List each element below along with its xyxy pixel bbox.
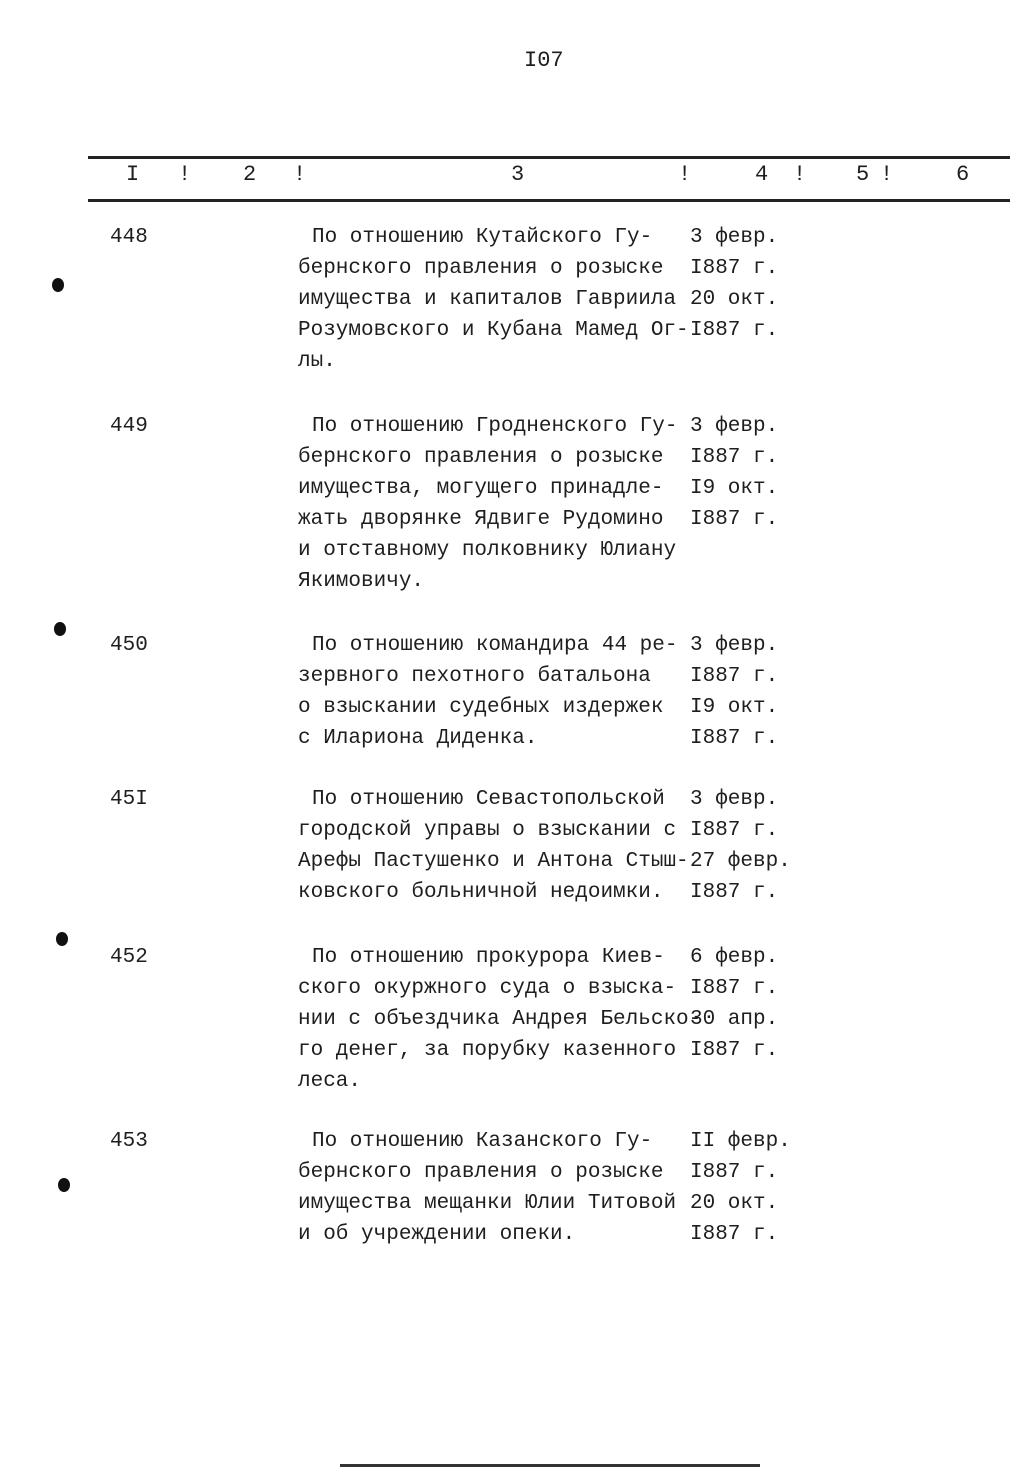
- entry-text: ковского больничной недоимки.: [298, 881, 664, 904]
- entry-date: I887 г.: [690, 1223, 779, 1246]
- entry-text: имущества, могущего принадле-: [298, 477, 664, 500]
- entry-number: 453: [110, 1130, 148, 1153]
- punch-hole: [56, 932, 68, 946]
- entry-text: По отношению Казанского Гу-: [312, 1130, 653, 1153]
- entry-text: Арефы Пастушенко и Антона Стыш-: [298, 850, 689, 873]
- page-number: I07: [524, 48, 564, 73]
- entry-date: 3 февр.: [690, 226, 779, 249]
- entry-text: жать дворянке Ядвиге Рудомино: [298, 508, 664, 531]
- col-separator: !: [793, 162, 807, 187]
- entry-text: и об учреждении опеки.: [298, 1223, 576, 1246]
- entry-text: По отношению Севастопольской: [312, 788, 665, 811]
- entry-date: 20 окт.: [690, 1192, 779, 1215]
- col-4-label: 4: [755, 162, 769, 187]
- entry-date: I9 окт.: [690, 477, 779, 500]
- entry-date: I887 г.: [690, 819, 779, 842]
- entry-text: бернского правления о розыске: [298, 257, 664, 280]
- entry-date: I887 г.: [690, 508, 779, 531]
- entry-text: бернского правления о розыске: [298, 446, 664, 469]
- entry-date: 6 февр.: [690, 946, 779, 969]
- entry-date: 20 окт.: [690, 288, 779, 311]
- col-6-label: 6: [956, 162, 970, 187]
- entry-text: с Илариона Диденка.: [298, 727, 538, 750]
- entry-text: ского окуржного суда о взыска-: [298, 977, 677, 1000]
- entry-date: I887 г.: [690, 1039, 779, 1062]
- entry-text: о взыскании судебных издержек: [298, 696, 664, 719]
- entry-date: I887 г.: [690, 1161, 779, 1184]
- bottom-rule: [340, 1464, 760, 1467]
- entry-text: По отношению Гродненского Гу-: [312, 415, 678, 438]
- entry-text: зервного пехотного батальона: [298, 665, 651, 688]
- punch-hole: [58, 1178, 70, 1192]
- entry-number: 448: [110, 226, 148, 249]
- entry-date: 3 февр.: [690, 634, 779, 657]
- entry-text: леса.: [298, 1070, 362, 1093]
- entry-number: 45I: [110, 788, 148, 811]
- entry-text: Розумовского и Кубана Мамед Ог-: [298, 319, 689, 342]
- entry-text: и отставному полковнику Юлиану: [298, 539, 677, 562]
- col-1-label: I: [126, 162, 140, 187]
- entry-date: I887 г.: [690, 446, 779, 469]
- header-top-rule: [88, 156, 1010, 159]
- entry-text: го денег, за порубку казенного: [298, 1039, 677, 1062]
- entry-text: имущества мещанки Юлии Титовой: [298, 1192, 677, 1215]
- entry-date: I887 г.: [690, 977, 779, 1000]
- entry-text: имущества и капиталов Гавриила: [298, 288, 677, 311]
- entry-number: 449: [110, 415, 148, 438]
- punch-hole: [54, 622, 66, 636]
- col-3-label: 3: [511, 162, 525, 187]
- entry-date: I887 г.: [690, 665, 779, 688]
- entry-text: бернского правления о розыске: [298, 1161, 664, 1184]
- entry-date: I887 г.: [690, 727, 779, 750]
- entry-date: 30 апр.: [690, 1008, 779, 1031]
- col-separator: !: [293, 162, 307, 187]
- entry-number: 450: [110, 634, 148, 657]
- entry-date: 3 февр.: [690, 415, 779, 438]
- entry-text: По отношению Кутайского Гу-: [312, 226, 653, 249]
- entry-text: Якимовичу.: [298, 570, 425, 593]
- col-separator: !: [178, 162, 192, 187]
- entry-text: лы.: [298, 350, 336, 373]
- entry-date: I887 г.: [690, 881, 779, 904]
- entry-text: нии с объездчика Андрея Бельско-: [298, 1008, 702, 1031]
- entry-text: По отношению прокурора Киев-: [312, 946, 665, 969]
- col-2-label: 2: [243, 162, 257, 187]
- entry-date: I887 г.: [690, 257, 779, 280]
- entry-date: II февр.: [690, 1130, 791, 1153]
- col-5-label: 5: [856, 162, 870, 187]
- entry-date: 3 февр.: [690, 788, 779, 811]
- header-bottom-rule: [88, 199, 1010, 202]
- col-separator: !: [678, 162, 692, 187]
- punch-hole: [52, 278, 64, 292]
- col-separator: !: [880, 162, 894, 187]
- entry-date: 27 февр.: [690, 850, 791, 873]
- entry-text: городской управы о взыскании с: [298, 819, 677, 842]
- entry-text: По отношению командира 44 ре-: [312, 634, 678, 657]
- entry-date: I9 окт.: [690, 696, 779, 719]
- entry-number: 452: [110, 946, 148, 969]
- entry-date: I887 г.: [690, 319, 779, 342]
